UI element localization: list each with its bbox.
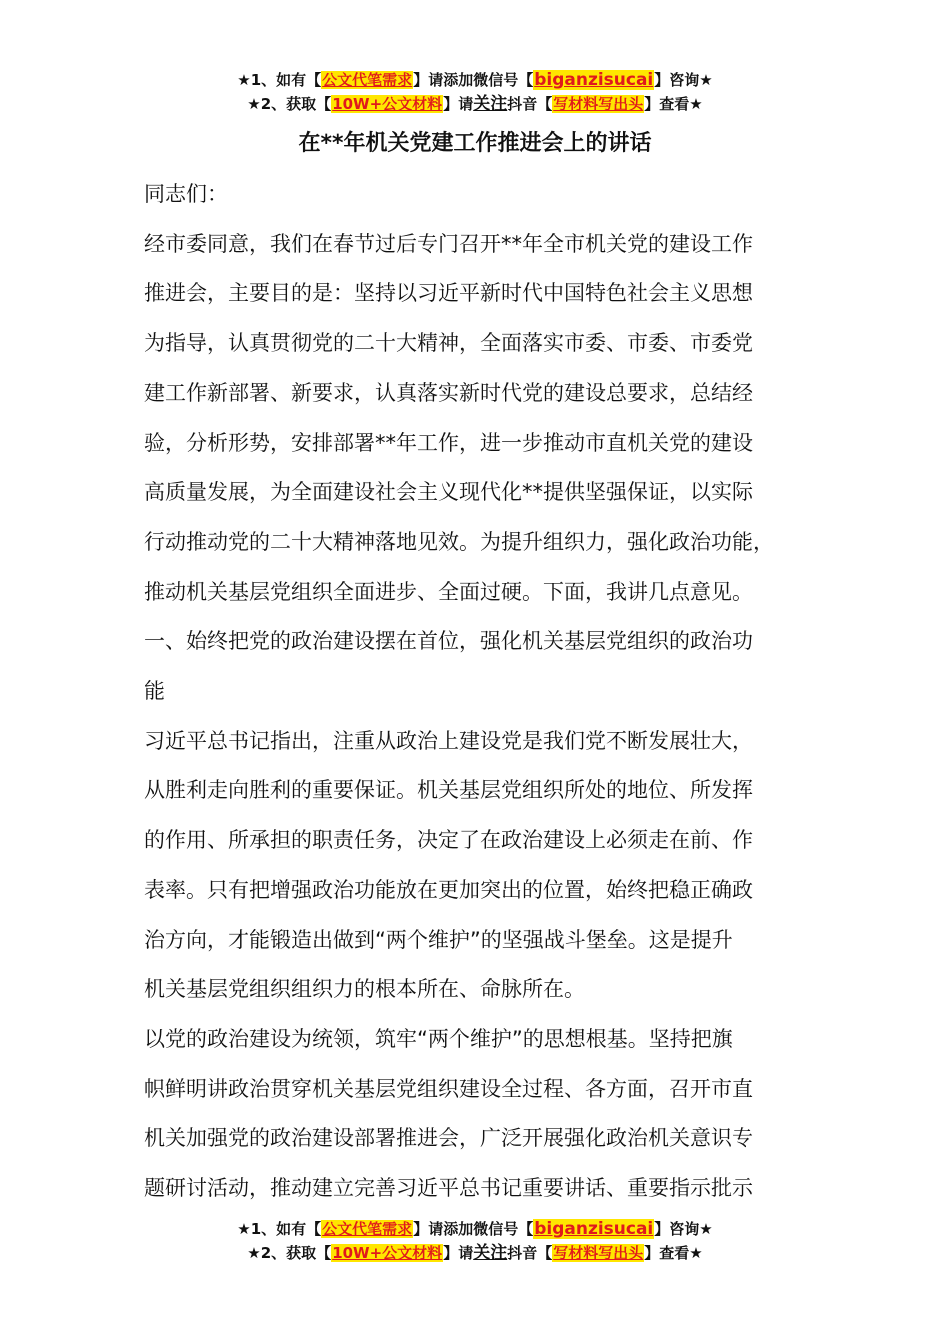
banner-line-2 xyxy=(0,92,950,116)
banner-text: 】查看★ xyxy=(644,95,703,113)
banner-text: 】请添加微信号【 xyxy=(413,71,534,89)
document-title: 在**年机关党建工作推进会上的讲话 xyxy=(298,131,652,156)
highlight-materials: 10W+公文材料 xyxy=(332,95,443,113)
body-line: 建工作新部署、新要求，认真落实新时代党的建设总要求，总结经 xyxy=(144,380,753,405)
body-line: 题研讨活动，推动建立完善习近平总书记重要讲话、重要指示批示 xyxy=(144,1176,753,1201)
body-line: 高质量发展，为全面建设社会主义现代化**提供坚强保证，以实际 xyxy=(144,480,753,505)
banner-text: ★1、如有【 xyxy=(237,1220,322,1238)
banner-line-1 xyxy=(0,1217,950,1241)
banner-line-1 xyxy=(0,68,950,92)
highlight-wechat-id: biganzisucai xyxy=(534,1219,654,1239)
body-line: 表率。只有把增强政治功能放在更加突出的位置，始终把稳正确政 xyxy=(144,877,753,902)
banner-text: 】咨询★ xyxy=(654,1220,713,1238)
section-heading: 一、始终把党的政治建设摆在首位，强化机关基层党组织的政治功 xyxy=(144,629,753,654)
banner-text: 抖音【 xyxy=(507,1244,553,1262)
banner-text: 】咨询★ xyxy=(654,71,713,89)
banner-text: 】请 xyxy=(443,1244,474,1262)
banner-text: 】查看★ xyxy=(644,1244,703,1262)
banner-follow-text: 关注 xyxy=(473,1243,508,1263)
body-line: 验，分析形势，安排部署**年工作，进一步推动市直机关党的建设 xyxy=(144,430,753,455)
body-line: 帜鲜明讲政治贯穿机关基层党组织建设全过程、各方面，召开市直 xyxy=(144,1076,753,1101)
banner-text: 】请 xyxy=(443,95,474,113)
banner-follow-text: 关注 xyxy=(473,94,508,114)
highlight-ghostwriting: 公文代笔需求 xyxy=(322,1220,413,1238)
body-line: 治方向，才能锻造出做到“两个维护”的坚强战斗堡垒。这是提升 xyxy=(144,927,733,952)
body-line: 机关加强党的政治建设部署推进会，广泛开展强化政治机关意识专 xyxy=(144,1126,753,1151)
body-line: 同志们： xyxy=(144,182,228,206)
body-line: 为指导，认真贯彻党的二十大精神，全面落实市委、市委、市委党 xyxy=(144,331,753,356)
banner-text: ★1、如有【 xyxy=(237,71,322,89)
highlight-materials: 10W+公文材料 xyxy=(332,1244,443,1262)
body-line: 的作用、所承担的职责任务，决定了在政治建设上必须走在前、作 xyxy=(144,828,753,853)
banner-text: 抖音【 xyxy=(507,95,553,113)
banner-text: 】请添加微信号【 xyxy=(413,1220,534,1238)
body-line: 推进会，主要目的是：坚持以习近平新时代中国特色社会主义思想 xyxy=(144,281,753,306)
highlight-wechat-id: biganzisucai xyxy=(534,70,654,90)
body-line: 以党的政治建设为统领，筑牢“两个维护”的思想根基。坚持把旗 xyxy=(144,1026,733,1051)
banner-line-2 xyxy=(0,1241,950,1265)
highlight-ghostwriting: 公文代笔需求 xyxy=(322,71,413,89)
banner-text: ★2、获取【 xyxy=(247,95,332,113)
body-line: 从胜利走向胜利的重要保证。机关基层党组织所处的地位、所发挥 xyxy=(144,778,753,803)
header-banner xyxy=(0,68,950,116)
body-line: 习近平总书记指出，注重从政治上建设党是我们党不断发展壮大， xyxy=(144,728,753,753)
footer-banner xyxy=(0,1217,950,1265)
body-line: 行动推动党的二十大精神落地见效。为提升组织力，强化政治功能， xyxy=(144,529,774,554)
body-line: 机关基层党组织组织力的根本所在、命脉所在。 xyxy=(144,977,585,1002)
banner-text: ★2、获取【 xyxy=(247,1244,332,1262)
body-line: 经市委同意，我们在春节过后专门召开**年全市机关党的建设工作 xyxy=(144,231,753,256)
highlight-douyin-account: 写材料写出头 xyxy=(553,95,644,113)
body-line: 推动机关基层党组织全面进步、全面过硬。下面，我讲几点意见。 xyxy=(144,579,753,604)
section-heading: 能 xyxy=(144,679,165,704)
highlight-douyin-account: 写材料写出头 xyxy=(553,1244,644,1262)
document-body xyxy=(144,170,834,1214)
